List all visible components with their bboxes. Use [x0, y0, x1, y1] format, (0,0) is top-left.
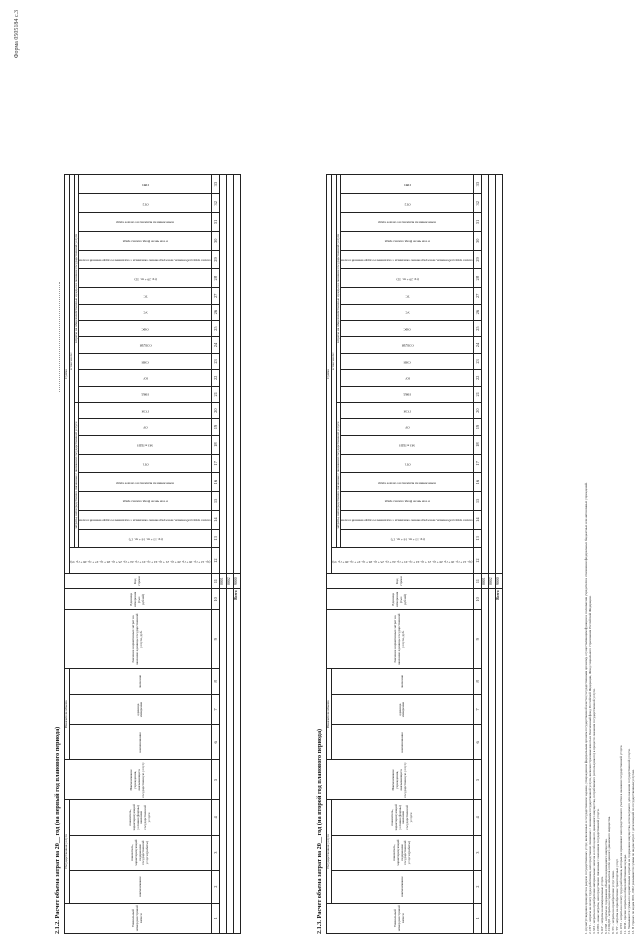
header-institution: Наименование учреждения, оказывающего государственную услугу [327, 760, 474, 800]
header-institution: Наименование учреждения, оказывающего государственную услугу [65, 760, 212, 800]
col-num: 7 [212, 694, 220, 724]
col-num: 19 [212, 419, 220, 435]
header-ot2: ОТ2 [79, 194, 212, 213]
col-num: 29 [212, 250, 220, 269]
footnote: 3. МЗ - затраты на приобретение материальных запасов и особо ценного движимого имущества, потребляемого (используемого) в процессе оказания государственной услуги. [591, 688, 596, 934]
header-ind: ИНД [79, 386, 212, 402]
footnote: 8. УС - затраты на приобретение услуг связи. [611, 870, 616, 934]
header-gov-service: Государственная услуга [65, 800, 70, 903]
cost-table [326, 174, 503, 934]
col-num: 16 [212, 473, 220, 492]
header-value: значение [69, 669, 211, 695]
col-num: 3 [212, 835, 220, 870]
col-num: 14 [474, 510, 482, 529]
col-num: 22 [212, 370, 220, 386]
header-registry-number: Уникальный номер реестровой записи [65, 903, 212, 933]
header-ou: ОУ [79, 419, 212, 435]
col-num: 22 [474, 370, 482, 386]
col-num: 4 [212, 800, 220, 835]
row-code: 9000 [234, 574, 241, 589]
col-num: 29 [474, 250, 482, 269]
col-num: 23 [474, 353, 482, 369]
header-ot-insurance: начисления на выплаты по оплате труда [79, 473, 212, 492]
form-code: Форма 0505184 с.3 [14, 10, 20, 59]
footnote: 2. ОТ1 - затраты на оплату труда работников, непосредственно связанных с оказанием государственной услуги, включая страховые взносы в Пенсионный фонд Российской Федерации, Фонд социального страхования Российской Федерации. [587, 595, 592, 934]
col-num: 12 [212, 548, 220, 574]
header-costs-service: затраты, непосредственно связанные с оказанием государственной услуги [74, 402, 79, 547]
header-volume: Показатели объема [327, 669, 332, 760]
col-num: 20 [474, 402, 482, 418]
col-num: 21 [212, 386, 220, 402]
col-num: 33 [212, 175, 220, 194]
col-num: 11 [212, 574, 220, 589]
col-num: 26 [474, 304, 482, 320]
col-num: 17 [474, 454, 482, 473]
header-ot2-fot: в том числе фонд оплаты труда [79, 231, 212, 250]
header-unit-name: единица измерения [331, 694, 473, 724]
header-ot2-fot: в том числе фонд оплаты труда [341, 231, 474, 250]
header-service-content: показатель, характеризующий содержание государственной услуги (работы) [69, 835, 211, 870]
header-gum: ГСМ [79, 402, 212, 418]
row-total-label: Всего [496, 589, 503, 934]
header-ot-fot: в том числе фонд оплаты труда [341, 492, 474, 511]
col-num: 7 [474, 694, 482, 724]
col-num: 24 [474, 337, 482, 353]
header-socdi: СОЦДИ [79, 337, 212, 353]
footnote: 11. ПНЗ - прочие затраты на общехозяйственные нужды. [623, 854, 628, 934]
header-ot2-total: (гр. 29 + гр. 32) [341, 269, 474, 288]
col-num: 2 [474, 870, 482, 903]
header-ot2-insurance: начисления на выплаты по оплате труда [341, 213, 474, 232]
row-code: 0001 [220, 574, 227, 589]
col-num: 6 [474, 725, 482, 760]
footnote: 5. КУ - затраты на коммунальные услуги. [599, 875, 604, 934]
col-num: 28 [474, 269, 482, 288]
header-us: УС [79, 304, 212, 320]
col-num: 27 [474, 288, 482, 304]
header-gum: ГСМ [341, 402, 474, 418]
footnote: 12. Указываются суммы по нормативным затратам на содержание имущества, используемого для оказания государственной услуги. [626, 748, 631, 934]
col-num: 3 [474, 835, 482, 870]
header-ot1-total: (гр. 13 + гр. 16 + гр. 17) [341, 529, 474, 548]
header-ofs: ОФС [79, 320, 212, 336]
col-num: 17 [212, 454, 220, 473]
header-volume: Показатели объема [65, 669, 70, 760]
header-line-code: Код строки [327, 574, 474, 589]
footnote: 10. ОТ2 - затраты на оплату труда работников, которые не принимают непосредственного участия в оказании государственной услуги. [619, 744, 624, 934]
section-title: 2.1.2. Расчет объема затрат на 20__ год (на первый год планового периода) [54, 726, 61, 934]
row-blank [227, 589, 234, 934]
footnote: 7. СОЦДИ - затраты на содержание объектов особо ценного движимого имущества. [607, 815, 612, 934]
footnote: 1. (пункт) Сведения приводятся в разрезе государственных услуг, включенных в государственное задание, утвержденное федеральным органом государственной власти (государственным органом), осуществляющим функции и полномочия учредителя в отношении федеральных бюджетных или автономных учреждений. [584, 481, 588, 934]
col-num: 13 [474, 529, 482, 548]
col-num: 28 [212, 269, 220, 288]
row-cells [482, 175, 489, 574]
row-code: 0002 [227, 574, 234, 589]
col-num: 15 [474, 492, 482, 511]
col-num: 13 [212, 529, 220, 548]
header-normative-costs: Значение нормативных затрат на оказание единицы государственной услуги, руб. [65, 610, 212, 669]
col-num: 1 [474, 903, 482, 933]
footnote: 13. В строках по кодам 0001, 0002 указываются суммы по видам затрат с детализацией по государственным услугам. [630, 769, 635, 934]
header-normative-costs: Значение нормативных затрат на оказание единицы государственной услуги, руб. [327, 610, 474, 669]
header-incl: в том числе: [331, 175, 336, 548]
col-num: 20 [212, 402, 220, 418]
header-ts: ТС [341, 288, 474, 304]
col-num: 32 [474, 194, 482, 213]
header-unit-name: единица измерения [69, 694, 211, 724]
header-value: значение [331, 669, 473, 695]
row-code: 0001 [482, 574, 489, 589]
header-unit: Единица измерения (тыс. рублей) [65, 589, 212, 610]
header-ku: КУ [341, 370, 474, 386]
col-num: 33 [474, 175, 482, 194]
row-cells [220, 175, 227, 574]
col-num: 9 [474, 610, 482, 669]
footnote: 9. ТУ - затраты на приобретение транспортных услуг. [615, 858, 620, 934]
row-cells [489, 175, 496, 574]
footnote: 6. СНИ - затраты на содержание объектов недвижимого имущества. [603, 838, 608, 934]
header-sum: Сумма [65, 175, 70, 574]
header-ot-state: оплата труда работников, непосредственно связанных с оказанием государственной услуги [341, 510, 474, 529]
row-code: 0002 [489, 574, 496, 589]
header-unit: Единица измерения (тыс. рублей) [327, 589, 474, 610]
header-service-name: наименование [331, 870, 473, 903]
row-blank [489, 589, 496, 934]
col-num: 25 [212, 320, 220, 336]
header-sum: Сумма [327, 175, 332, 574]
header-total: (гр. 12 + гр. 18 + гр. 20 + гр. 21 + гр. 22 + гр. 23 + гр. 24 + гр. 25 + гр. 26 + гр. 27 + гр. 28 + гр. 33) [331, 548, 473, 574]
header-ot-insurance: начисления на выплаты по оплате труда [341, 473, 474, 492]
col-num: 15 [212, 492, 220, 511]
col-num: 18 [212, 435, 220, 454]
header-ot2-state: оплата труда работников, непосредственно связанных с оказанием государственной услуги [341, 250, 474, 269]
header-ot2-state: оплата труда работников, непосредственно связанных с оказанием государственной услуги [79, 250, 212, 269]
col-num: 32 [212, 194, 220, 213]
col-num: 24 [212, 337, 220, 353]
header-volume-name: наименование [331, 725, 473, 760]
section-title: 2.1.3. Расчет объема затрат на 20__ год (на второй год планового периода) [316, 728, 323, 934]
col-num: 10 [212, 589, 220, 610]
header-ind: ИНД [341, 386, 474, 402]
col-num: 5 [212, 760, 220, 800]
header-us: УС [341, 304, 474, 320]
header-ot2-insurance: начисления на выплаты по оплате труда [79, 213, 212, 232]
col-num: 1 [212, 903, 220, 933]
row-cells [227, 175, 234, 574]
header-ot-fot: в том числе фонд оплаты труда [79, 492, 212, 511]
col-num: 27 [212, 288, 220, 304]
col-num: 9 [212, 610, 220, 669]
header-pnz: ПНЗ [341, 175, 474, 194]
header-pnz: ПНЗ [79, 175, 212, 194]
col-num: 5 [474, 760, 482, 800]
header-costs-service: затраты, непосредственно связанные с оказанием государственной услуги [336, 402, 341, 547]
row-cells [234, 175, 241, 574]
header-sni: СНИ [79, 353, 212, 369]
header-ot2-total: (гр. 29 + гр. 32) [79, 269, 212, 288]
col-num: 23 [212, 353, 220, 369]
header-incl: в том числе: [69, 175, 74, 548]
col-num: 8 [212, 669, 220, 695]
row-total-label: Всего [234, 589, 241, 934]
col-num: 19 [474, 419, 482, 435]
col-num: 12 [474, 548, 482, 574]
col-num: 31 [474, 213, 482, 232]
header-ot1-total: (гр. 13 + гр. 16 + гр. 17) [79, 529, 212, 548]
col-num: 16 [474, 473, 482, 492]
col-num: 26 [212, 304, 220, 320]
col-num: 4 [474, 800, 482, 835]
col-num: 25 [474, 320, 482, 336]
col-num: 14 [212, 510, 220, 529]
header-total: (гр. 12 + гр. 18 + гр. 20 + гр. 21 + гр. 22 + гр. 23 + гр. 24 + гр. 25 + гр. 26 + гр. 27 + гр. 28 + гр. 33) [69, 548, 211, 574]
header-costs-general: затраты на общехозяйственные нужды на оказание государственной услуги [336, 175, 341, 403]
header-ot1: ОТ1 [79, 454, 212, 473]
cost-table [64, 174, 241, 934]
row-cells [496, 175, 503, 574]
footnote: 4. ИНЗ - иные затраты, непосредственно связанные с оказанием государственной услуги. [595, 808, 600, 934]
col-num: 6 [212, 725, 220, 760]
col-num: 8 [474, 669, 482, 695]
header-socdi: СОЦДИ [341, 337, 474, 353]
row-code: 9000 [496, 574, 503, 589]
header-ofs: ОФС [341, 320, 474, 336]
header-mz: МЗ и ПДИ [79, 435, 212, 454]
header-mz: МЗ и ПДИ [341, 435, 474, 454]
col-num: 11 [474, 574, 482, 589]
col-num: 31 [212, 213, 220, 232]
header-costs-general: затраты на общехозяйственные нужды на оказание государственной услуги [74, 175, 79, 403]
col-num: 18 [474, 435, 482, 454]
header-ou: ОУ [341, 419, 474, 435]
footnotes [585, 64, 636, 934]
col-num: 30 [212, 231, 220, 250]
header-line-code: Код строки [65, 574, 212, 589]
header-service-conditions: показатель, характеризующий условия (формы) оказания государственной услуги [331, 800, 473, 835]
col-num: 30 [474, 231, 482, 250]
header-gov-service: Государственная услуга [327, 800, 332, 903]
col-num: 10 [474, 589, 482, 610]
header-service-conditions: показатель, характеризующий условия (формы) оказания государственной услуги [69, 800, 211, 835]
header-service-content: показатель, характеризующий содержание государственной услуги (работы) [331, 835, 473, 870]
header-volume-name: наименование [69, 725, 211, 760]
row-blank [482, 589, 489, 934]
header-ts: ТС [79, 288, 212, 304]
row-blank [220, 589, 227, 934]
header-ot2: ОТ2 [341, 194, 474, 213]
header-ku: КУ [79, 370, 212, 386]
header-ot1: ОТ1 [341, 454, 474, 473]
col-num: 21 [474, 386, 482, 402]
rotated-sheet [50, 58, 633, 950]
col-num: 2 [212, 870, 220, 903]
header-ot-state: оплата труда работников, непосредственно связанных с оказанием государственной услуги [79, 510, 212, 529]
header-sni: СНИ [341, 353, 474, 369]
header-service-name: наименование [69, 870, 211, 903]
header-registry-number: Уникальный номер реестровой записи [327, 903, 474, 933]
